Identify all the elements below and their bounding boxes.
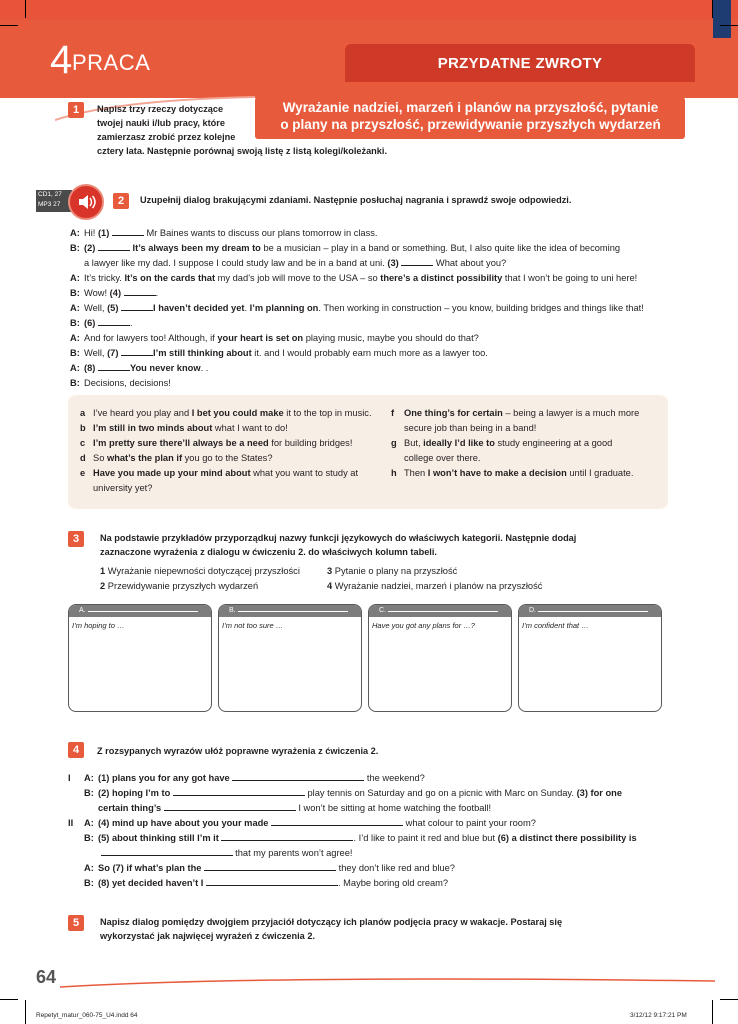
exercise-4-line bbox=[68, 771, 637, 786]
speaker-label: B: bbox=[84, 833, 94, 843]
dialog-text bbox=[84, 258, 506, 268]
key-phrase: there’s a distinct possibility bbox=[380, 273, 503, 283]
dialog-text bbox=[84, 228, 377, 238]
answer-blank[interactable] bbox=[101, 847, 233, 856]
line-text: play tennis on Saturday and go on a picnic with Marc on Sunday. bbox=[304, 788, 577, 798]
dialog-line bbox=[70, 286, 644, 301]
option-line bbox=[80, 466, 372, 481]
option-line bbox=[80, 451, 372, 466]
dialog-segment: Wow! bbox=[84, 288, 110, 298]
exercise-4-instruction: Z rozsypanych wyrazów ułóż poprawne wyrażenia z ćwiczenia 2. bbox=[97, 746, 379, 756]
dialog-segment: . bbox=[200, 363, 206, 373]
options-right bbox=[391, 406, 639, 481]
column-label: A. bbox=[79, 607, 86, 614]
line-text: they don’t like red and blue? bbox=[336, 863, 455, 873]
option-text: Then bbox=[404, 468, 428, 478]
function-number: 3 bbox=[327, 566, 333, 576]
exercise-4-line bbox=[68, 861, 637, 876]
function-text: Wyrażanie niepewności dotyczącej przyszłości bbox=[107, 566, 300, 576]
scrambled-words: (2) hoping I’m to bbox=[98, 788, 171, 798]
dialog-line bbox=[70, 301, 644, 316]
instruction-line: zamierzasz zrobić przez kolejne bbox=[97, 132, 236, 142]
answer-blank[interactable] bbox=[124, 287, 156, 296]
dialog-text bbox=[84, 243, 620, 253]
category-column-a[interactable] bbox=[68, 604, 212, 712]
option-letter: b bbox=[80, 423, 86, 433]
speaker-label: B: bbox=[70, 348, 80, 358]
key-phrase: I bet you could make bbox=[191, 408, 284, 418]
option-letter: d bbox=[80, 453, 86, 463]
scrambled-words: (4) mind up have about you your made bbox=[98, 818, 269, 828]
speaker-glyph-icon bbox=[70, 186, 102, 218]
option-text: – being a lawyer is a much more bbox=[502, 408, 640, 418]
option-line bbox=[80, 481, 372, 496]
option-line bbox=[80, 406, 372, 421]
gap-number: (3) bbox=[387, 258, 399, 268]
dialog-segment: Hi! bbox=[84, 228, 98, 238]
key-phrase: I’m still in two minds about bbox=[93, 423, 213, 433]
cd-track: CD1, 27 bbox=[38, 191, 62, 198]
exercise-number: 5 bbox=[68, 915, 84, 931]
exercise-number: 4 bbox=[68, 742, 84, 758]
line-text: . I’d like to paint it red and blue but bbox=[353, 833, 498, 843]
instruction-line: Napisz dialog pomiędzy dwojgiem przyjaciół dotyczący ich planów podjęcia pracy w wakacje. Postaraj się bbox=[100, 917, 563, 927]
column-header bbox=[69, 605, 211, 617]
key-phrase: I’m pretty sure there’ll always be a need bbox=[93, 438, 269, 448]
instruction-line: twojej nauki i/lub pracy, które bbox=[97, 118, 225, 128]
section-tab-label: PRZYDATNE ZWROTY bbox=[437, 55, 603, 72]
roman-numeral: I bbox=[68, 773, 71, 783]
answer-blank[interactable] bbox=[98, 242, 130, 251]
answer-blank[interactable] bbox=[401, 257, 433, 266]
function-text: Wyrażanie nadziei, marzeń i planów na przyszłość bbox=[334, 581, 543, 591]
roman-numeral: II bbox=[68, 818, 74, 828]
speaker-label: A: bbox=[84, 818, 94, 828]
column-header bbox=[369, 605, 511, 617]
line-text: . Maybe boring old cream? bbox=[338, 878, 449, 888]
dialog-line bbox=[70, 226, 644, 241]
function-number: 2 bbox=[100, 581, 106, 591]
scrambled-words: (1) plans you for any got have bbox=[98, 773, 230, 783]
function-4 bbox=[327, 579, 542, 594]
option-letter: e bbox=[80, 468, 86, 478]
option-text: college over there. bbox=[404, 453, 481, 463]
option-letter: f bbox=[391, 408, 395, 418]
option-letter: h bbox=[391, 468, 397, 478]
speaker-label: A: bbox=[84, 773, 94, 783]
dialog-text bbox=[84, 348, 488, 358]
option-text: it to the top in music. bbox=[283, 408, 372, 418]
crop-mark bbox=[712, 0, 713, 18]
crop-mark bbox=[0, 25, 18, 26]
key-phrase: I won’t have to make a decision bbox=[427, 468, 567, 478]
speaker-label: A: bbox=[70, 303, 80, 313]
category-column-b[interactable] bbox=[218, 604, 362, 712]
exercise-4-line bbox=[68, 786, 637, 801]
instruction-line: cztery lata. Następnie porównaj swoją listę z listą kolegi/koleżanki. bbox=[97, 146, 388, 156]
exercise-4-lines bbox=[68, 771, 637, 891]
dialog-line bbox=[70, 376, 644, 391]
dialog-segment: working in construction – you know, building bridges and things like that! bbox=[347, 303, 644, 313]
speaker-label: A: bbox=[70, 333, 80, 343]
dialog-line bbox=[70, 241, 644, 256]
speaker-label: A: bbox=[70, 273, 80, 283]
answer-blank[interactable] bbox=[221, 832, 353, 841]
dialog-text bbox=[84, 378, 171, 388]
dialog-segment: Mr Baines wants to discuss our plans tomorrow in class. bbox=[143, 228, 378, 238]
dialog-segment: that I won’t be going to uni here! bbox=[502, 273, 638, 283]
function-2 bbox=[100, 579, 258, 594]
instruction-line: zaznaczone wyrażenia z dialogu w ćwiczeniu 2. do właściwych kolumn tabeli. bbox=[100, 547, 437, 557]
header-top-band bbox=[0, 0, 738, 20]
answer-blank[interactable] bbox=[232, 772, 364, 781]
dialog-segment: Well, bbox=[84, 348, 108, 358]
dialog-segment: And for lawyers too! Although, if bbox=[84, 333, 218, 343]
exercise-4-line bbox=[68, 801, 637, 816]
function-text: Przewidywanie przyszłych wydarzeń bbox=[107, 581, 259, 591]
dialog-text bbox=[84, 363, 208, 373]
dialog-line bbox=[70, 361, 644, 376]
exercise-4-line bbox=[68, 831, 637, 846]
speaker-label: B: bbox=[84, 878, 94, 888]
option-line bbox=[391, 421, 639, 436]
answer-blank[interactable] bbox=[173, 787, 305, 796]
instruction-line: Napisz trzy rzeczy dotyczące bbox=[97, 104, 224, 114]
crop-mark bbox=[712, 1000, 713, 1024]
line-text: I won’t be sitting at home watching the football! bbox=[295, 803, 492, 813]
key-phrase: I’m still thinking about bbox=[153, 348, 252, 358]
column-example: I’m not too sure … bbox=[222, 621, 284, 630]
speaker-label: B: bbox=[84, 788, 94, 798]
dialog-segment: be a musician – play in a band or something. But, I also quite like the idea of becoming bbox=[260, 243, 621, 253]
scrambled-words: (3) for one bbox=[576, 788, 623, 798]
category-column-d[interactable] bbox=[518, 604, 662, 712]
footer-date: 3/12/12 9:17:21 PM bbox=[630, 1012, 687, 1019]
dialog-segment: What about you? bbox=[433, 258, 507, 268]
dialog-segment: . bbox=[155, 288, 159, 298]
option-text: you go to the States? bbox=[182, 453, 273, 463]
dialog-segment: and I would probably earn much more as a lawyer too. bbox=[264, 348, 488, 358]
option-text: for building bridges! bbox=[268, 438, 353, 448]
answer-blank[interactable] bbox=[204, 862, 336, 871]
option-text: university yet? bbox=[93, 483, 153, 493]
dialog-segment: It’s tricky. bbox=[84, 273, 125, 283]
gap-number: (5) bbox=[107, 303, 119, 313]
crop-mark bbox=[720, 999, 738, 1000]
dialog-line bbox=[70, 256, 644, 271]
crop-mark bbox=[25, 0, 26, 18]
speaker-label: B: bbox=[70, 318, 80, 328]
dialog-text bbox=[84, 303, 644, 313]
option-text: study engineering at a good bbox=[494, 438, 613, 448]
key-phrase: I haven’t decided yet bbox=[153, 303, 245, 313]
exercise-5-instruction bbox=[100, 915, 562, 943]
line-text: the weekend? bbox=[364, 773, 425, 783]
speaker-icon[interactable] bbox=[68, 184, 104, 220]
scrambled-words: So (7) if what’s plan the bbox=[98, 863, 202, 873]
dialog-line bbox=[70, 331, 644, 346]
exercise-4-line bbox=[68, 846, 637, 861]
dialog-segment: playing music, maybe you should do that? bbox=[303, 333, 479, 343]
option-letter: c bbox=[80, 438, 86, 448]
page-number: 64 bbox=[36, 967, 57, 987]
gap-number: (2) bbox=[84, 243, 96, 253]
category-column-c[interactable] bbox=[368, 604, 512, 712]
option-line bbox=[80, 436, 372, 451]
answer-blank[interactable] bbox=[112, 227, 144, 236]
option-line bbox=[391, 466, 639, 481]
option-text: what I want to do! bbox=[212, 423, 288, 433]
column-example: I’m confident that … bbox=[522, 621, 589, 630]
speaker-label: A: bbox=[84, 863, 94, 873]
speaker-label: A: bbox=[70, 228, 80, 238]
option-letter: g bbox=[391, 438, 397, 448]
option-line bbox=[391, 406, 639, 421]
speaker-label: B: bbox=[70, 378, 80, 388]
exercise-3-instruction bbox=[100, 531, 576, 559]
line-text: that my parents won’t agree! bbox=[232, 848, 353, 858]
crop-mark bbox=[720, 25, 738, 26]
function-text: Pytanie o plany na przyszłość bbox=[334, 566, 458, 576]
dialog-segment: . bbox=[205, 363, 209, 373]
crop-mark bbox=[0, 999, 18, 1000]
chapter-number: 4 bbox=[50, 38, 73, 82]
column-example: Have you got any plans for …? bbox=[372, 621, 475, 630]
speaker-label: B: bbox=[70, 288, 80, 298]
mp3-track: MP3 27 bbox=[38, 201, 61, 208]
dialog-segment: a lawyer like my dad. I suppose I could study law and be in a band at uni. bbox=[84, 258, 388, 268]
gap-number: (8) bbox=[84, 363, 96, 373]
dialog-segment: . Then bbox=[318, 303, 348, 313]
scrambled-words: certain thing’s bbox=[98, 803, 162, 813]
key-phrase: your heart is set on bbox=[217, 333, 304, 343]
option-text: But, bbox=[404, 438, 424, 448]
function-number: 4 bbox=[327, 581, 333, 591]
dialog-text bbox=[84, 333, 479, 343]
option-text: until I graduate. bbox=[566, 468, 634, 478]
gap-number: (6) bbox=[84, 318, 96, 328]
function-3 bbox=[327, 564, 457, 579]
function-number: 1 bbox=[100, 566, 106, 576]
banner-line: o plany na przyszłość, przewidywanie przyszłych wydarzeń bbox=[280, 117, 661, 132]
column-label: C. bbox=[379, 607, 386, 614]
instruction-line: wykorzystać jak najwięcej wyrażeń z ćwiczenia 2. bbox=[100, 931, 315, 941]
answer-blank[interactable] bbox=[121, 347, 153, 356]
option-line bbox=[391, 451, 639, 466]
exercise-4-line bbox=[68, 816, 637, 831]
dialog-segment: Well, bbox=[84, 303, 108, 313]
gap-number: (1) bbox=[97, 228, 110, 238]
dialog-segment: . bbox=[129, 318, 133, 328]
answer-blank[interactable] bbox=[98, 317, 130, 326]
option-letter: a bbox=[80, 408, 86, 418]
dialog-text bbox=[84, 288, 158, 298]
gap-number: (4) bbox=[109, 288, 122, 298]
dialog-line bbox=[70, 316, 644, 331]
dialog-segment: my dad’s job will move to the USA – so bbox=[215, 273, 381, 283]
footer-file: Repetyt_matur_060-75_U4.indd 64 bbox=[36, 1012, 138, 1019]
answer-blank[interactable] bbox=[271, 817, 403, 826]
column-header bbox=[519, 605, 661, 617]
option-line bbox=[80, 421, 372, 436]
exercise-2-instruction: Uzupełnij dialog brakującymi zdaniami. Następnie posłuchaj nagrania i sprawdź swoje odpowiedzi. bbox=[140, 195, 572, 205]
dialog-segment: . bbox=[244, 303, 250, 313]
dialog-text bbox=[84, 273, 637, 283]
speaker-label: B: bbox=[70, 243, 80, 253]
answer-blank[interactable] bbox=[121, 302, 153, 311]
exercise-1-instruction bbox=[97, 102, 387, 158]
key-phrase: ideally I’d like to bbox=[423, 438, 495, 448]
key-phrase: One thing’s for certain bbox=[404, 408, 503, 418]
key-phrase: Have you made up your mind about bbox=[93, 468, 251, 478]
banner-line: Wyrażanie nadziei, marzeń i planów na przyszłość, pytanie bbox=[282, 100, 659, 115]
dialog-segment: it. bbox=[251, 348, 265, 358]
line-text: what colour to paint your room? bbox=[403, 818, 536, 828]
key-phrase: what’s the plan if bbox=[106, 453, 183, 463]
options-left bbox=[80, 406, 372, 496]
option-text: I’ve heard you play and bbox=[93, 408, 192, 418]
function-1 bbox=[100, 564, 300, 579]
dialog-line bbox=[70, 346, 644, 361]
column-header bbox=[219, 605, 361, 617]
scrambled-words: (8) yet decided haven’t I bbox=[98, 878, 204, 888]
corner-color-block bbox=[713, 0, 731, 38]
option-text: So bbox=[93, 453, 107, 463]
option-line bbox=[391, 436, 639, 451]
exercise-4-line bbox=[68, 876, 637, 891]
answer-blank[interactable] bbox=[98, 362, 130, 371]
option-text: secure job than being in a band! bbox=[404, 423, 537, 433]
dialog-line bbox=[70, 271, 644, 286]
footer-swoosh bbox=[60, 975, 720, 995]
key-phrase: It’s always been my dream to bbox=[129, 243, 261, 253]
key-phrase: It’s on the cards that bbox=[124, 273, 216, 283]
key-phrase: You never know bbox=[129, 363, 201, 373]
instruction-line: Na podstawie przykładów przyporządkuj nazwy funkcji językowych do właściwych kategorii. Następnie dodaj bbox=[100, 533, 577, 543]
option-text: what you want to study at bbox=[250, 468, 359, 478]
scrambled-words: (6) a distinct there possibility is bbox=[497, 833, 637, 843]
crop-mark bbox=[25, 1000, 26, 1024]
speaker-label: A: bbox=[70, 363, 80, 373]
dialog-segment: Decisions, decisions! bbox=[84, 378, 171, 388]
gap-number: (7) bbox=[107, 348, 119, 358]
column-example: I’m hoping to … bbox=[72, 621, 125, 630]
dialog bbox=[70, 226, 644, 391]
exercise-number: 2 bbox=[113, 193, 129, 209]
key-phrase: I’m planning on bbox=[249, 303, 319, 313]
dialog-text bbox=[84, 318, 133, 328]
scrambled-words: (5) about thinking still I’m it bbox=[98, 833, 219, 843]
exercise-number: 3 bbox=[68, 531, 84, 547]
column-label: B. bbox=[229, 607, 236, 614]
chapter-title: PRACA bbox=[72, 50, 151, 75]
answer-blank[interactable] bbox=[164, 802, 296, 811]
column-label: D. bbox=[529, 607, 536, 614]
answer-blank[interactable] bbox=[206, 877, 338, 886]
exercise-number: 1 bbox=[68, 102, 84, 118]
audio-track-label bbox=[36, 190, 72, 212]
